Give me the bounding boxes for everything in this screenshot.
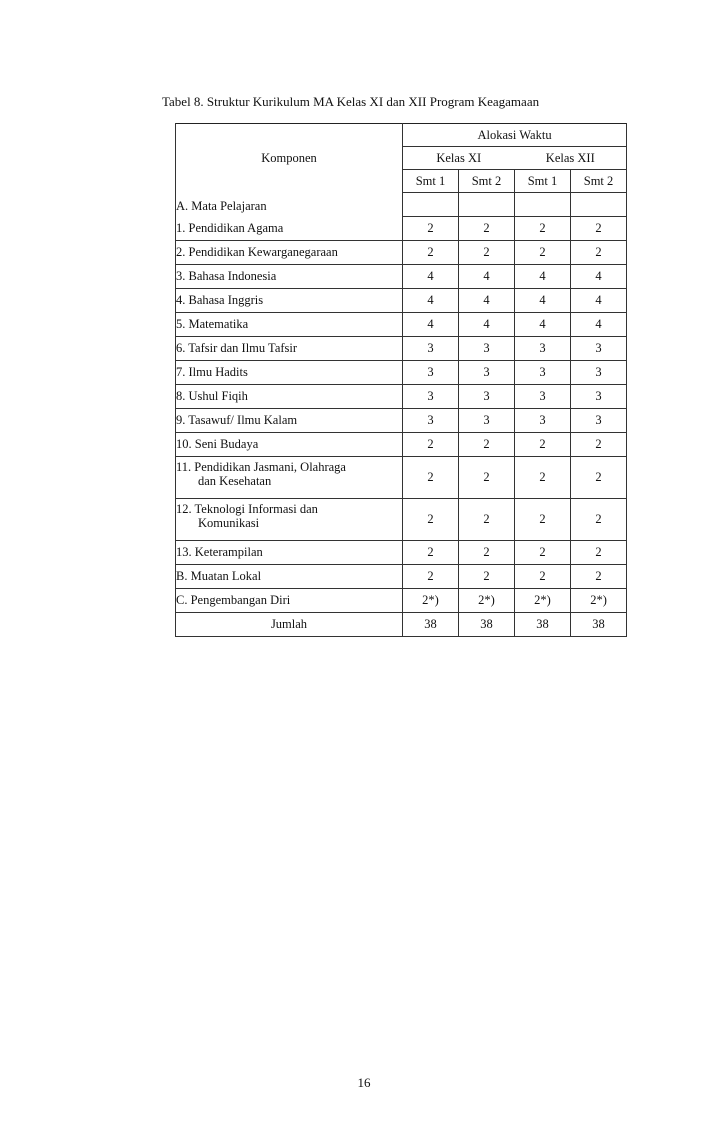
hours-cell: 3 [403,336,459,360]
component-label [176,240,403,264]
hours-cell: 3 [515,408,571,432]
hours-cell: 2*) [571,588,627,612]
hours-cell: 3 [571,384,627,408]
hours-cell: 3 [571,360,627,384]
hours-cell: 2 [459,498,515,540]
component-label-line: 5. Matematika [176,317,249,331]
component-label [176,456,403,498]
table-row [176,456,627,498]
component-label [176,540,403,564]
component-label-line: 3. Bahasa Indonesia [176,269,277,283]
component-label [176,217,403,241]
component-label [176,588,403,612]
table-row [176,264,627,288]
hours-cell: 2 [403,498,459,540]
hours-cell: 2 [403,540,459,564]
section-a-label: A. Mata Pelajaran [176,193,403,217]
table-row [176,360,627,384]
page-number: 16 [357,1075,371,1090]
table-row [176,217,627,241]
hours-cell: 38 [515,612,571,636]
hours-cell: 2 [571,456,627,498]
hours-cell: 3 [459,384,515,408]
component-label [176,564,403,588]
hours-cell: 4 [515,264,571,288]
hours-cell: 2 [571,240,627,264]
component-label-line: 1. Pendidikan Agama [176,221,284,235]
komponen-header: Komponen [176,124,403,193]
table-row [176,312,627,336]
hours-cell: 2 [459,432,515,456]
hours-cell: 2 [459,540,515,564]
smt-header: Smt 1 [403,170,459,193]
hours-cell: 3 [459,408,515,432]
hours-cell: 2 [403,432,459,456]
hours-cell: 2*) [459,588,515,612]
hours-cell: 38 [403,612,459,636]
component-label-line: C. Pengembangan Diri [176,593,291,607]
table-cell [403,193,459,217]
kelas-xi-header: Kelas XI [403,147,515,170]
component-label-line: 9. Tasawuf/ Ilmu Kalam [176,413,298,427]
component-label-line: 10. Seni Budaya [176,437,259,451]
hours-cell: 3 [571,408,627,432]
hours-cell: 4 [459,288,515,312]
hours-cell: 3 [571,336,627,360]
alokasi-waktu-header: Alokasi Waktu [403,124,627,147]
hours-cell: 2 [459,564,515,588]
component-label [176,312,403,336]
component-label [176,360,403,384]
component-label [176,384,403,408]
hours-cell: 2 [515,456,571,498]
hours-cell: 2 [515,564,571,588]
component-label-line: 6. Tafsir dan Ilmu Tafsir [176,341,298,355]
hours-cell: 2 [403,217,459,241]
hours-cell: 2 [403,564,459,588]
hours-cell: 2 [571,432,627,456]
table-row [176,288,627,312]
table-cell [515,193,571,217]
component-label-line: 4. Bahasa Inggris [176,293,264,307]
total-label [176,612,403,636]
hours-cell: 3 [403,408,459,432]
table-caption: Tabel 8. Struktur Kurikulum MA Kelas XI dan XII Program Keagamaan [162,94,540,109]
component-label-line: 7. Ilmu Hadits [176,365,248,379]
hours-cell: 2 [515,540,571,564]
hours-cell: 3 [515,384,571,408]
hours-cell: 2 [571,217,627,241]
component-label-line: 2. Pendidikan Kewarganegaraan [176,245,338,259]
component-label-line: 12. Teknologi Informasi dan [176,501,318,516]
hours-cell: 2 [571,564,627,588]
table-cell [571,193,627,217]
component-label [176,408,403,432]
hours-cell: 4 [571,312,627,336]
hours-cell: 38 [459,612,515,636]
hours-cell: 3 [459,336,515,360]
component-label-line: 8. Ushul Fiqih [176,389,248,403]
table-row [176,408,627,432]
component-label [176,288,403,312]
component-label [176,336,403,360]
hours-cell: 2*) [515,588,571,612]
hours-cell: 2 [515,240,571,264]
component-label-continuation: Komunikasi [198,515,260,530]
component-label [176,432,403,456]
table-row [176,384,627,408]
hours-cell: 4 [571,288,627,312]
hours-cell: 3 [403,384,459,408]
hours-cell: 2 [403,240,459,264]
hours-cell: 2 [515,498,571,540]
table-row [176,240,627,264]
table-row [176,193,627,217]
hours-cell: 4 [459,264,515,288]
component-label-line: B. Muatan Lokal [176,569,262,583]
hours-cell: 2 [515,217,571,241]
hours-cell: 2 [459,240,515,264]
table-row [176,336,627,360]
hours-cell: 2*) [403,588,459,612]
table-row [176,432,627,456]
hours-cell: 4 [515,312,571,336]
hours-cell: 4 [403,288,459,312]
hours-cell: 2 [571,540,627,564]
kelas-xii-header: Kelas XII [515,147,627,170]
hours-cell: 4 [403,312,459,336]
total-row [176,612,627,636]
component-label-line: 13. Keterampilan [176,545,263,559]
component-label [176,498,403,540]
hours-cell: 4 [403,264,459,288]
table-row [176,540,627,564]
hours-cell: 2 [571,498,627,540]
hours-cell: 4 [571,264,627,288]
table-row [176,588,627,612]
hours-cell: 3 [403,360,459,384]
hours-cell: 4 [515,288,571,312]
component-label-continuation: dan Kesehatan [198,473,272,488]
hours-cell: 2 [515,432,571,456]
smt-header: Smt 2 [459,170,515,193]
component-label-line: 11. Pendidikan Jasmani, Olahraga [176,459,346,474]
hours-cell: 2 [459,217,515,241]
hours-cell: 3 [459,360,515,384]
hours-cell: 38 [571,612,627,636]
smt-header: Smt 2 [571,170,627,193]
table-row [176,564,627,588]
hours-cell: 3 [515,360,571,384]
component-label [176,264,403,288]
component-label-line: Jumlah [270,617,308,631]
table-cell [459,193,515,217]
smt-header: Smt 1 [515,170,571,193]
hours-cell: 4 [459,312,515,336]
hours-cell: 3 [515,336,571,360]
hours-cell: 2 [403,456,459,498]
table-row [176,498,627,540]
curriculum-table [175,123,627,637]
hours-cell: 2 [459,456,515,498]
